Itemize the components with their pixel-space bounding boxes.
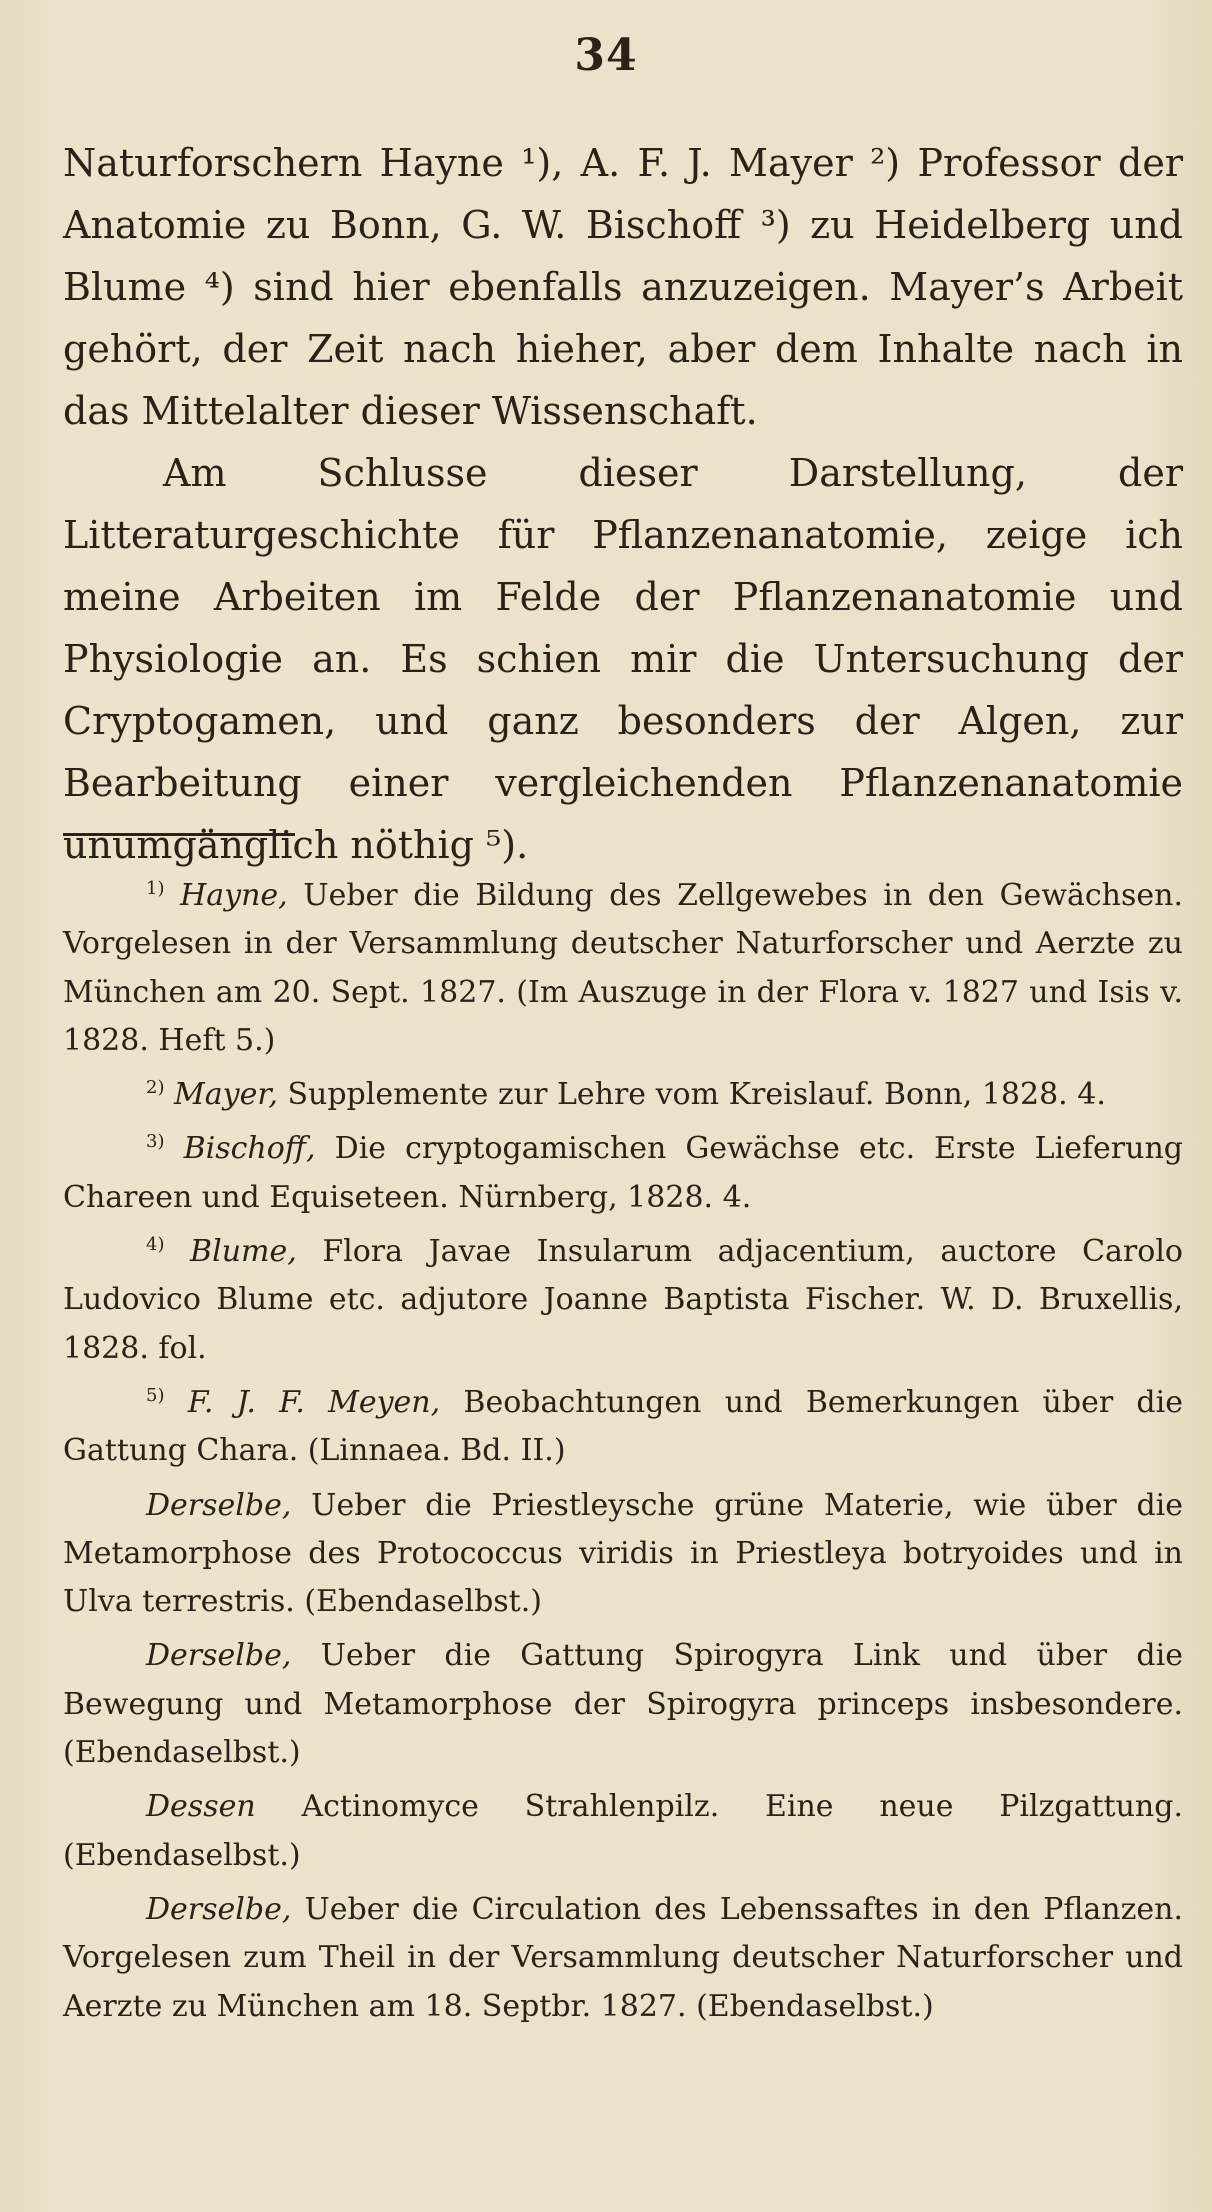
footnote-marker: 2)	[146, 1077, 165, 1099]
footnote-author: Hayne,	[180, 878, 288, 913]
footnote-text: Die cryptogamischen Gewächse etc. Erste Lieferung Chareen und Equiseteen. Nürnberg, 1828. 4.	[63, 1131, 1183, 1215]
footnote-author: Mayer,	[174, 1077, 278, 1113]
footnote-marker: 4)	[146, 1234, 165, 1256]
footnote-marker: 5)	[146, 1384, 165, 1406]
footnote-text: Ueber die Circulation des Lebenssaftes in den Pflanzen. Vorgelesen zum Theil in der Versammlung deutscher Naturforscher und Aerzte zu München am 18. Septbr. 1827. (Ebendaselbst.)	[63, 1891, 1183, 2024]
footnote-author: Dessen	[146, 1789, 256, 1825]
paragraph-2: Am Schlusse dieser Darstellung, der Litteraturgeschichte für Pflanzenanatomie, zeige ich meine Arbeiten im Felde der Pflanzenanatomie und Physiologie an. Es schien mir die Untersuchung der Cryptogamen, und ganz besonders der Algen, zur Bearbeitung einer vergleichenden Pflanzenanatomie unumgänglich nöthig ⁵).	[63, 451, 1183, 867]
footnote-text: Ueber die Gattung Spirogyra Link und über die Bewegung und Metamorphose der Spirogyra princeps insbesondere. (Ebendaselbst.)	[63, 1638, 1183, 1771]
footnote-5-continuation-3	[63, 1783, 1183, 1880]
footnote-1	[63, 872, 1183, 1065]
footnote-5-continuation-2	[63, 1632, 1183, 1777]
footnote-text: Beobachtungen und Bemerkungen über die Gattung Chara. (Linnaea. Bd. II.)	[63, 1384, 1183, 1469]
footnote-3	[63, 1125, 1183, 1222]
footnote-5-continuation-4	[63, 1886, 1183, 2031]
footnote-marker: 1)	[146, 878, 165, 899]
footnote-author: F. J. F. Meyen,	[187, 1384, 441, 1420]
footnote-author: Blume,	[190, 1234, 297, 1270]
footnote-text: Supplemente zur Lehre vom Kreislauf. Bonn, 1828. 4.	[287, 1077, 1106, 1113]
footnote-text: Ueber die Priestleysche grüne Materie, wie über die Metamorphose des Protococcus viridis in Priestleya botryoides und in Ulva terrestris. (Ebendaselbst.)	[63, 1487, 1183, 1620]
footnote-author: Derselbe,	[146, 1891, 292, 1927]
footnote-5	[63, 1379, 1183, 1476]
main-text	[63, 132, 1183, 876]
footnote-5-continuation-1	[63, 1482, 1183, 1627]
footnotes	[63, 872, 1183, 2037]
footnote-author: Derselbe,	[146, 1487, 292, 1523]
footnote-text: Flora Javae Insularum adjacentium, auctore Carolo Ludovico Blume etc. adjutore Joanne Baptista Fischer. W. D. Bruxellis, 1828. fol.	[63, 1234, 1183, 1366]
page-number: 34	[574, 30, 638, 81]
footnote-text: Ueber die Bildung des Zellgewebes in den Gewächsen. Vorgelesen in der Versammlung deutscher Naturforscher und Aerzte zu München am 20. Sept. 1827. (Im Auszuge in der Flora v. 1827 und Isis v. 1828. Heft 5.)	[63, 878, 1184, 1058]
footnote-separator	[63, 833, 295, 836]
footnote-2	[63, 1071, 1183, 1119]
footnote-4	[63, 1228, 1183, 1373]
footnote-marker: 3)	[146, 1131, 165, 1153]
footnote-text: Actinomyce Strahlenpilz. Eine neue Pilzgattung. (Ebendaselbst.)	[63, 1789, 1183, 1873]
footnote-author: Bischoff,	[183, 1131, 316, 1167]
paragraph-1: Naturforschern Hayne ¹), A. F. J. Mayer ²) Professor der Anatomie zu Bonn, G. W. Bischoff ³) zu Heidelberg und Blume ⁴) sind hier ebenfalls anzuzeigen. Mayer’s Arbeit gehört, der Zeit nach hieher, aber dem Inhalte nach in das Mittelalter dieser Wissenschaft.	[63, 141, 1183, 433]
footnote-author: Derselbe,	[146, 1638, 292, 1674]
